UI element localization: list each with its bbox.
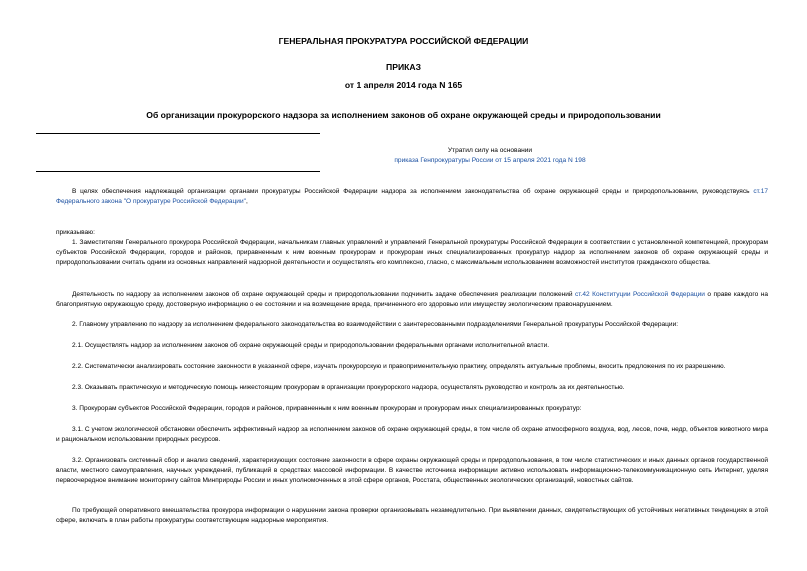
divider-top <box>36 133 320 134</box>
divider-bottom <box>36 171 320 172</box>
document-type: ПРИКАЗ <box>386 62 421 72</box>
constitution-link[interactable]: ст.42 Конституции Российской Федерации <box>575 291 705 298</box>
status-note-text: Утратил силу на основании <box>447 147 533 154</box>
paragraph-2-2: 2.2. Систематически анализировать состояние законности в указанной сфере, изучать прокурорскую и правоприменительную практику, определять актуальные проблемы, вносить предложения по их разрешению. <box>72 363 726 370</box>
federal-law-link[interactable]: ст.17 Федерального закона "О прокуратуре Российской Федерации" <box>56 188 768 205</box>
intro-paragraph: В целях обеспечения надлежащей организации органами прокуратуры Российской Федерации надзора за исполнением законодательства об охране окружающей среды и природопользовании, руководствуясь ст.17 Федерального закона "О прокуратуре Российской Федерации", <box>56 188 768 205</box>
document-date-number: от 1 апреля 2014 года N 165 <box>344 80 463 90</box>
paragraph-3-2: 3.2. Организовать системный сбор и анализ сведений, характеризующих состояние законности в сфере охраны окружающей среды и природопользования, в том числе статистических и иных данных органов государственной власти, местного самоуправления, научных учреждений, публикаций в средствах массовой информации. В качестве источника информации активно использовать информационно-телекоммуникационную сеть Интернет, уделяя первоочередное внимание мониторингу сайтов Минприроды России и иных уполномоченных в этой сфере органов, Росстата, общественных экологических организаций, новостных сайтов. <box>56 457 768 484</box>
repeal-order-link[interactable]: приказа Генпрокуратуры России от 15 апреля 2021 года N 198 <box>394 157 586 164</box>
paragraph-3-1: 3.1. С учетом экологической обстановки обеспечить эффективный надзор за исполнением законов об охране окружающей среды, в том числе об охране атмосферного воздуха, вод, лесов, почв, недр, объектов животного мира и рациональном использовании природных ресурсов. <box>56 426 768 443</box>
paragraph-last: По требующей оперативного вмешательства прокурора информации о нарушении закона проверки организовывать незамедлительно. При выявлении данных, свидетельствующих об устойчивых негативных тенденциях в этой сфере, включать в план работы прокуратуры соответствующие надзорные мероприятия. <box>56 507 768 524</box>
status-note <box>240 146 740 166</box>
order-word: приказываю: <box>56 229 95 236</box>
paragraph-3: 3. Прокурорам субъектов Российской Федерации, городов и районов, приравненным к ним военным прокурорам и прокурорам иных специализированных прокуратур: <box>72 405 582 412</box>
paragraph-2: 2. Главному управлению по надзору за исполнением федерального законодательства во взаимодействии с заинтересованными подразделениями Генеральной прокуратуры Российской Федерации: <box>72 321 679 328</box>
paragraph-2-3: 2.3. Оказывать практическую и методическую помощь нижестоящим прокурорам в организации прокурорского надзора, осуществлять руководство и контроль за их деятельностью. <box>72 384 625 391</box>
document-title: Об организации прокурорского надзора за исполнением законов об охране окружающей среды и природопользовании <box>146 110 661 120</box>
paragraph-1: 1. Заместителям Генерального прокурора Российской Федерации, начальникам главных управлений и управлений Генеральной прокуратуры Российской Федерации в соответствии с установленной компетенцией, прокурорам субъектов Российской Федерации, городов и районов, приравненным к ним военным прокурорам и прокурорам иных специализированных прокуратур надзор за исполнением законов об охране окружающей среды и природопользовании считать одним из основных направлений надзорной деятельности и осуществлять его комплексно, гласно, с максимальным использованием возможностей институтов гражданского общества. <box>56 239 768 266</box>
paragraph-2-1: 2.1. Осуществлять надзор за исполнением законов об охране окружающей среды и природопользовании федеральными органами исполнительной власти. <box>72 342 550 349</box>
paragraph-activity: Деятельность по надзору за исполнением законов об охране окружающей среды и природопользовании подчинить задаче обеспечения реализации положений ст.42 Конституции Российской Федерации о праве каждого на благоприятную окружающую среду, достоверную информацию о ее состоянии и на возмещение вреда, причиненного его здоровью или имуществу экологическим правонарушением. <box>56 291 769 308</box>
issuing-authority: ГЕНЕРАЛЬНАЯ ПРОКУРАТУРА РОССИЙСКОЙ ФЕДЕРАЦИИ <box>278 36 529 46</box>
